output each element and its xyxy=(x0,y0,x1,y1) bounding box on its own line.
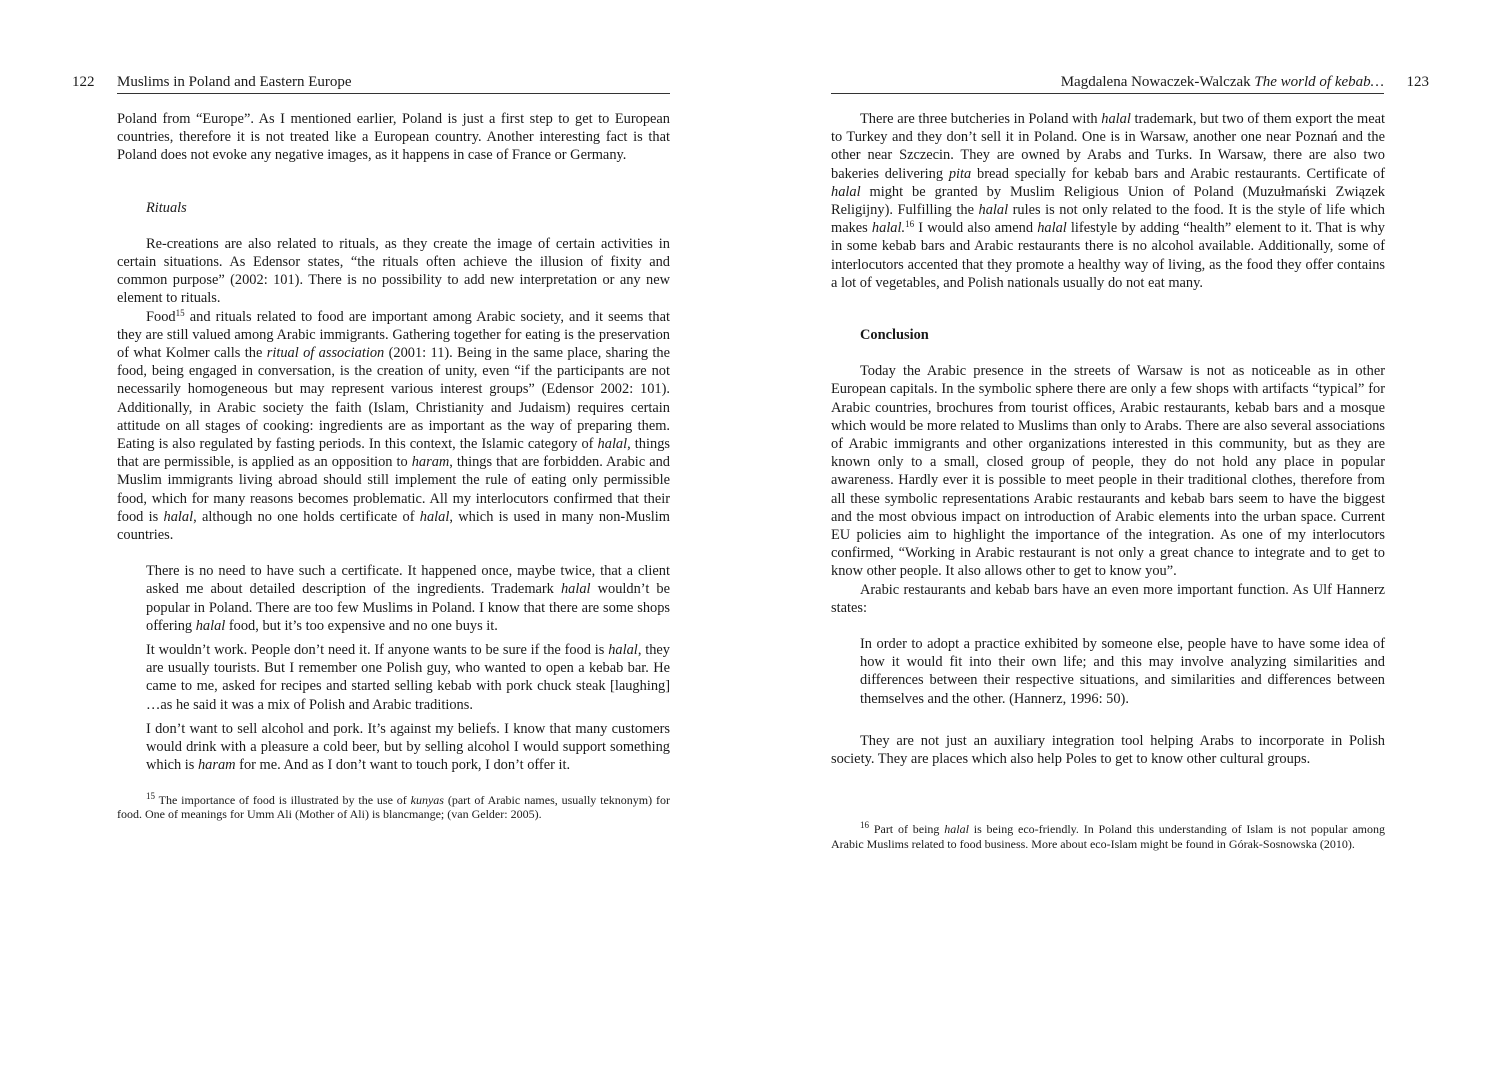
left-paragraph-1: Poland from “Europe”. As I mentioned earlier, Poland is just a first step to get to European countries, therefore it is not treated like a European country. Another interesting fact is that Poland does not evoke any negative images, as it happens in case of France or Germany. xyxy=(117,111,670,164)
right-paragraph-2: Today the Arabic presence in the streets of Warsaw is not as noticeable as in other European capitals. In the symbolic sphere there are only a few shops with artifacts “typical” for Arabic countries, brochures from tourist offices, Arabic restaurants, kebab bars and a mosque which would be more related to Muslims than only to Arabs. There are also several associations of Arabic immigrants and other organizations interested in this community, but as they are known only to a small, closed group of people, they do not hold any place in popular awareness. Hardly ever it is possible to meet people in their traditional clothes, therefore from all these symbolic representations Arabic restaurants and kebab bars seem to have the biggest and the most obvious impact on introduction of Arabic elements into the urban space. Current EU policies aim to highlight the importance of the integration. As one of my interlocutors confirmed, “Working in Arabic restaurant is not only a great chance to integrate and to get to know other people. It also allows other to get to know you”. xyxy=(831,363,1385,580)
hannerz-quote: In order to adopt a practice exhibited by someone else, people have to have some idea of how it would fit into their own life; and this may involve analyzing similarities and differences between their respective situations, and similarities and differences between themselves and the other. (Hannerz, 1996: 50). xyxy=(860,636,1385,707)
right-paragraph-1: There are three butcheries in Poland with halal trademark, but two of them export the meat to Turkey and they don’t sell it in Poland. One is in Warsaw, another one near Poznań and the other near Szczecin. They are owned by Arabs and Turks. In Warsaw, there are also two bakeries delivering pita bread specially for kebab bars and Arabic restaurants. Certificate of halal might be granted by Muslim Religious Union of Poland (Muzułmański Związek Religijny). Fulfilling the halal rules is not only related to the food. It is the style of life which makes halal.$^{16}$ I would also amend halal lifestyle by adding “health” element to it. That is why in some kebab bars and Arabic restaurants there is no alcohol available. Additionally, some of interlocutors accented that they promote a healthy way of living, as the food they offer contains a lot of vegetables, and Polish nationals usually do not eat many. xyxy=(831,111,1386,291)
quote-1: There is no need to have such a certificate. It happened once, maybe twice, that a client asked me about detailed description of the ingredients. Trademark halal wouldn’t be popular in Poland. There are too few Muslims in Poland. I know that there are some shops offering halal food, but it’s too expensive and no one buys it. xyxy=(146,563,670,634)
right-running-title: Magdalena Nowaczek-Walczak The world of kebab… xyxy=(1060,74,1384,90)
footnote-15: $^{15}$ The importance of food is illustrated by the use of kunyas (part of Arabic names, usually teknonym) for food. One of meanings for Umm Ali (Mother of Ali) is blancmange; (van Gelder: 2005). xyxy=(117,790,671,821)
right-paragraph-4: They are not just an auxiliary integration tool helping Arabs to incorporate in Polish society. They are places which also help Poles to get to know other cultural groups. xyxy=(831,732,1385,768)
interview-quotes xyxy=(146,562,670,774)
right-running-head xyxy=(831,72,1429,94)
footnote-16: $^{16}$ Part of being halal is being eco-friendly. In Poland this understanding of Islam is not popular among Arabic Muslims related to food business. More about eco-Islam might be found in Górak-Sosnowska (2010). xyxy=(831,820,1385,851)
left-running-title: Muslims in Poland and Eastern Europe xyxy=(117,74,352,90)
footnote-ref-15[interactable]: 15 xyxy=(175,307,185,318)
quote-2: It wouldn’t work. People don’t need it. If anyone wants to be sure if the food is halal, they are usually tourists. But I remember one Polish guy, who wanted to open a kebab bar. He came to me, asked for recipes and started selling kebab with pork chuck steak [laughing] …as he said it was a mix of Polish and Arabic traditions. xyxy=(146,642,670,713)
left-paragraph-3: Food$^{15}$ and rituals related to food are important among Arabic society, and it seems that they are still valued among Arabic immigrants. Gathering together for eating is the preservation of what Kolmer calls the ritual of association (2001: 11). Being in the same place, sharing the food, being engaged in conversation, is the creation of unity, even “if the participants are not necessarily homogeneous but may represent various interest groups” (Edensor 2002: 101). Additionally, in Arabic society the faith (Islam, Christianity and Judaism) requires certain attitude on all stages of cooking: ingredients are as important as the way of preparing them. Eating is also regulated by fasting periods. In this context, the Islamic category of halal, things that are permissible, is applied as an opposition to haram, things that are forbidden. Arabic and Muslim immigrants living abroad should still implement the rule of eating only permissible food, which for many reasons becomes problematic. All my interlocutors confirmed that their food is halal, although no one holds certificate of halal, which is used in many non-Muslim countries. xyxy=(117,307,670,544)
left-page-number: 122 xyxy=(72,74,95,90)
right-page-number: 123 xyxy=(1406,74,1429,90)
left-body-text xyxy=(117,110,670,822)
right-body-text xyxy=(831,110,1385,851)
right-page xyxy=(831,0,1429,851)
left-page xyxy=(72,0,671,821)
footnote-ref-16[interactable]: 16 xyxy=(905,219,915,230)
left-paragraph-2: Re-creations are also related to rituals, as they create the image of certain activities in certain situations. As Edensor states, “the rituals often achieve the illusion of fixity and common purpose” (2002: 101). There is no possibility to add new interpretation or any new element to rituals. xyxy=(117,235,670,307)
section-heading-rituals: Rituals xyxy=(146,199,187,216)
quote-3: I don’t want to sell alcohol and pork. It’s against my beliefs. I know that many customers would drink with a pleasure a cold beer, but by selling alcohol I would support something which is haram for me. And as I don’t want to touch pork, I don’t offer it. xyxy=(146,720,670,774)
left-running-head xyxy=(72,72,670,94)
right-paragraph-3: Arabic restaurants and kebab bars have an even more important function. As Ulf Hannerz states: xyxy=(831,581,1385,616)
section-heading-conclusion: Conclusion xyxy=(860,327,929,344)
